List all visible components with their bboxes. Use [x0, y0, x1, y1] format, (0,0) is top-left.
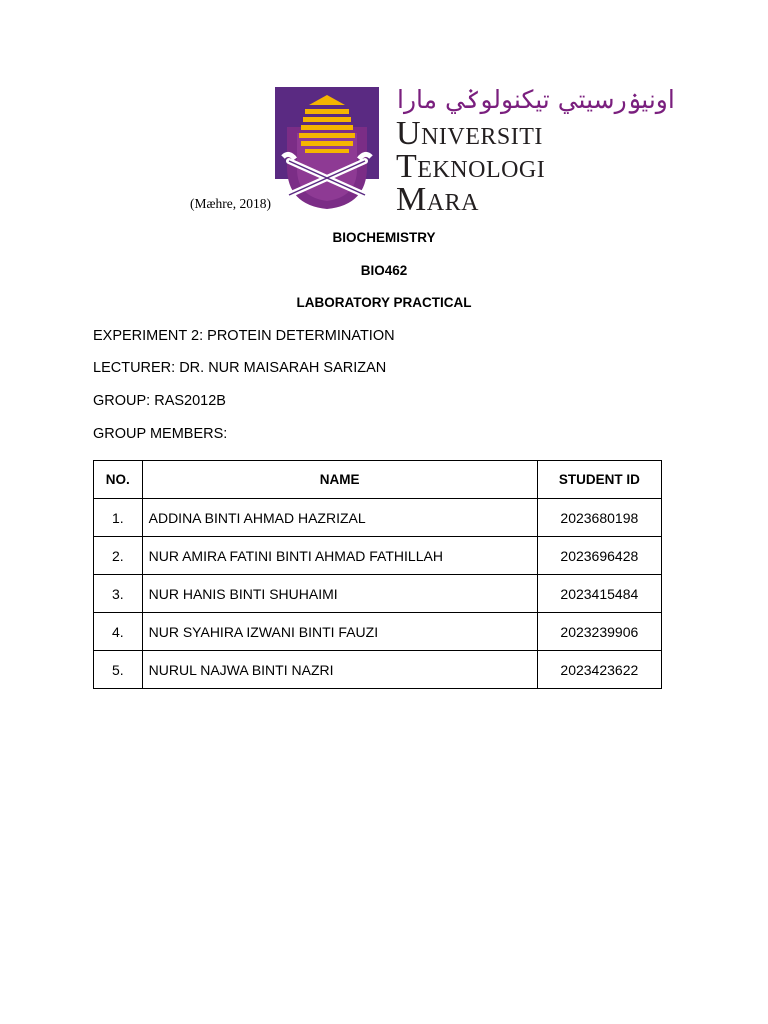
header-student-id: STUDENT ID	[537, 461, 661, 499]
uitm-crest-icon	[275, 87, 381, 211]
row-student-id: 2023680198	[537, 499, 661, 537]
university-name-line-1: UNIVERSITI	[396, 115, 543, 152]
row-name: NURUL NAJWA BINTI NAZRI	[142, 651, 537, 689]
row-no: 4.	[94, 613, 143, 651]
row-name: NUR HANIS BINTI SHUHAIMI	[142, 575, 537, 613]
university-logo	[273, 85, 675, 218]
course-title: BIOCHEMISTRY	[332, 230, 436, 245]
row-name: NUR SYAHIRA IZWANI BINTI FAUZI	[142, 613, 537, 651]
header-no: NO.	[94, 461, 143, 499]
table-row	[94, 613, 662, 651]
course-code: BIO462	[360, 263, 408, 278]
group-members-table	[93, 460, 662, 689]
table-row	[94, 575, 662, 613]
row-student-id: 2023423622	[537, 651, 661, 689]
row-no: 1.	[94, 499, 143, 537]
jawi-university-name: اونيۏرسيتي تيكنولوݢي مارا	[397, 85, 675, 114]
row-name: NUR AMIRA FATINI BINTI AHMAD FATHILLAH	[142, 537, 537, 575]
practical-title: LABORATORY PRACTICAL	[296, 295, 472, 310]
experiment-line: EXPERIMENT 2: PROTEIN DETERMINATION	[93, 328, 395, 344]
lecturer-line: LECTURER: DR. NUR MAISARAH SARIZAN	[93, 360, 387, 376]
row-student-id: 2023415484	[537, 575, 661, 613]
logo-citation: (Mæhre, 2018)	[190, 196, 271, 211]
table-row	[94, 499, 662, 537]
row-no: 3.	[94, 575, 143, 613]
row-no: 5.	[94, 651, 143, 689]
table-row	[94, 537, 662, 575]
row-name: ADDINA BINTI AHMAD HAZRIZAL	[142, 499, 537, 537]
header-name: NAME	[142, 461, 537, 499]
table-row	[94, 651, 662, 689]
row-no: 2.	[94, 537, 143, 575]
group-members-label: GROUP MEMBERS:	[93, 426, 228, 442]
table-header-row	[94, 461, 662, 499]
row-student-id: 2023696428	[537, 537, 661, 575]
university-name-line-3: MARA	[396, 181, 479, 218]
row-student-id: 2023239906	[537, 613, 661, 651]
group-line: GROUP: RAS2012B	[93, 393, 226, 409]
university-name-line-2: TEKNOLOGI	[396, 148, 546, 185]
university-name	[396, 115, 546, 218]
